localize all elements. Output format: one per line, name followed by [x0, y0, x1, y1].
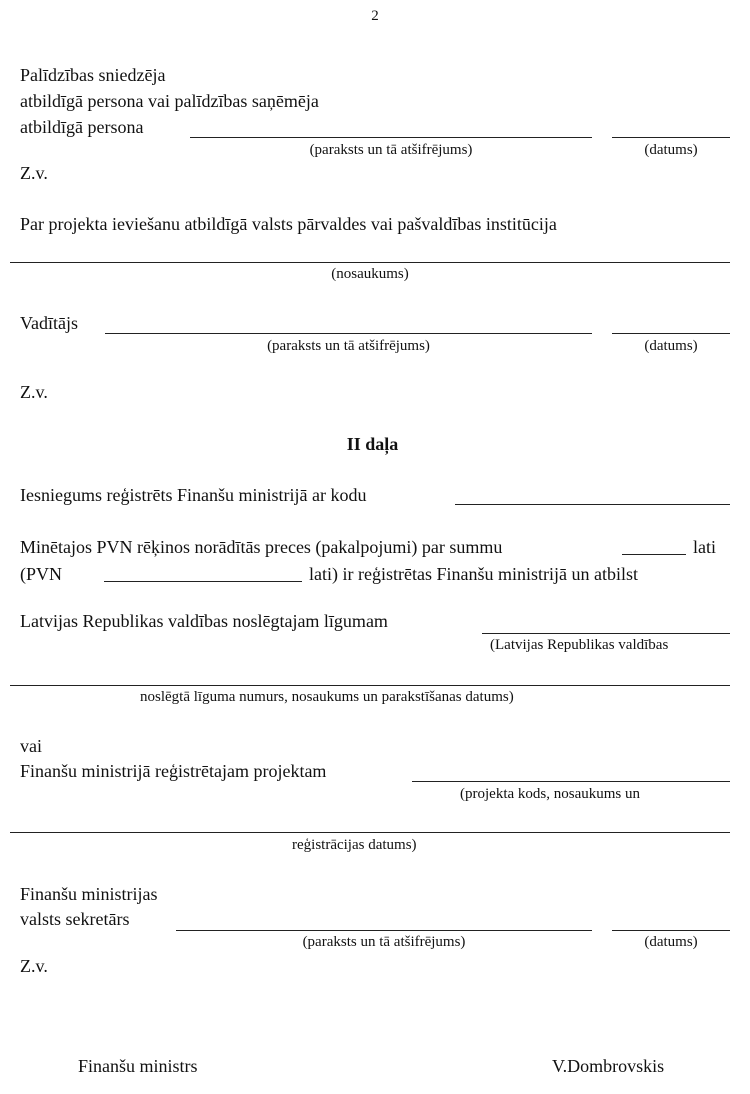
signature-caption: (paraksts un tā atšifrējums) [267, 338, 430, 354]
agreement-label: Latvijas Republikas valdības noslēgtajam līgumam [20, 611, 388, 631]
sum-line[interactable] [622, 554, 686, 555]
signature-caption: (paraksts un tā atšifrējums) [309, 142, 473, 158]
page-number: 2 [371, 8, 379, 24]
institution-label: Par projekta ieviešanu atbildīgā valsts pārvaldes vai pašvaldības institūcija [20, 214, 557, 234]
signature-caption: (paraksts un tā atšifrējums) [302, 934, 466, 950]
secretary-date-line[interactable] [612, 930, 730, 931]
name-caption: (nosaukums) [331, 266, 409, 282]
project-details-line[interactable] [10, 832, 730, 833]
project-caption-part1: (projekta kods, nosaukums un [460, 786, 640, 802]
date-caption: (datums) [644, 934, 698, 950]
agreement-line[interactable] [482, 633, 730, 634]
provider-label-line3: atbildīgā persona [20, 117, 144, 137]
vat-amount-line[interactable] [104, 581, 302, 582]
project-caption-part2: reģistrācijas datums) [292, 837, 417, 853]
minister-name: V.Dombrovskis [552, 1056, 665, 1076]
provider-signature-line[interactable] [190, 137, 592, 138]
registration-code-line[interactable] [455, 504, 730, 505]
head-date-line[interactable] [612, 333, 730, 334]
secretary-signature-line[interactable] [176, 930, 592, 931]
vat-text-line2-start: (PVN [20, 564, 63, 584]
project-line[interactable] [412, 781, 730, 782]
lati-label: lati [693, 537, 716, 557]
provider-label-line1: Palīdzības sniedzēja [20, 65, 166, 85]
head-signature-line[interactable] [105, 333, 592, 334]
head-label: Vadītājs [20, 313, 78, 333]
provider-date-line[interactable] [612, 137, 730, 138]
agreement-details-line[interactable] [10, 685, 730, 686]
date-caption: (datums) [644, 338, 698, 354]
date-caption: (datums) [644, 142, 698, 158]
agreement-caption-part2: noslēgtā līguma numurs, nosaukums un parakstīšanas datums) [140, 689, 514, 705]
seal-label: Z.v. [20, 382, 48, 402]
provider-label-line2: atbildīgā persona vai palīdzības saņēmēja [20, 91, 319, 111]
part2-heading: II daļa [346, 434, 399, 454]
secretary-label-line2: valsts sekretārs [20, 909, 130, 929]
seal-label: Z.v. [20, 956, 48, 976]
agreement-caption-part1: (Latvijas Republikas valdības [490, 637, 669, 653]
project-label: Finanšu ministrijā reģistrētajam projektam [20, 761, 327, 781]
secretary-label-line1: Finanšu ministrijas [20, 884, 158, 904]
registered-label: Iesniegums reģistrēts Finanšu ministrijā ar kodu [20, 485, 367, 505]
seal-label: Z.v. [20, 163, 48, 183]
institution-name-line[interactable] [10, 262, 730, 263]
vat-text-line1: Minētajos PVN rēķinos norādītās preces (pakalpojumi) par summu [20, 537, 503, 557]
or-label: vai [20, 736, 42, 756]
minister-title: Finanšu ministrs [78, 1056, 198, 1076]
vat-text-line2-end: lati) ir reģistrētas Finanšu ministrijā un atbilst [309, 564, 638, 584]
